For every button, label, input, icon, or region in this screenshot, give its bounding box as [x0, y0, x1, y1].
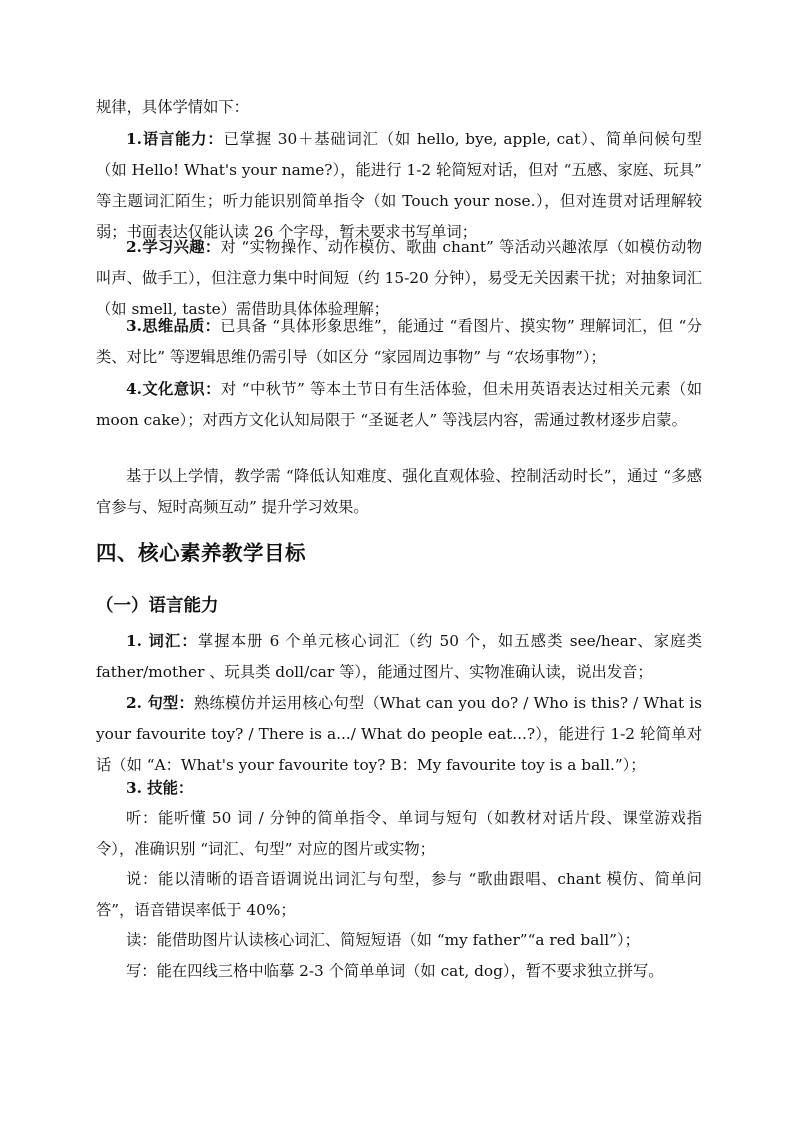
goal-label: 2. 句型： [126, 694, 194, 712]
skill-writing: 写：能在四线三格中临摹 2-3 个简单单词（如 cat, dog），暂不要求独立拼写。 [126, 962, 664, 980]
goal-label: 1. 词汇： [126, 632, 198, 650]
situation-language-ability: 1.语言能力：已掌握 30＋基础词汇（如 hello, bye, apple, cat）、简单问候句型（如 Hello! What's your name?），能进行 1-2 轮简短对话，但对 “五感、家庭、玩具” 等主题词汇陌生；听力能识别简单指令（如 Touch your nose.），但对连贯对话理解较弱；书面表达仅能认读 26 个字母，暂未要求书写单词； [96, 130, 702, 241]
goal-skills [96, 773, 702, 804]
situation-cultural-awareness: 4.文化意识：对 “中秋节” 等本土节日有生活体验，但未用英语表达过相关元素（如 moon cake）；对西方文化认知局限于 “圣诞老人” 等浅层内容，需通过教材逐步启蒙。 [96, 380, 702, 429]
skill-speaking: 说：能以清晰的语音语调说出词汇与句型，参与 “歌曲跟唱、chant 模仿、简单问答”，语音错误率低于 40%； [96, 870, 702, 919]
goal-sentence-patterns: 2. 句型：熟练模仿并运用核心句型（What can you do? / Who is this? / What is your favourite toy? / There is a.../ What do people eat...?），能进行 1-2 轮简单对话（如 “A：What's your favourite toy? B：My favourite toy is a ball.”）； [96, 694, 702, 774]
skill-label: 听： [126, 809, 159, 827]
skill-listening: 听：能听懂 50 词 / 分钟的简单指令、单词与短句（如教材对话片段、课堂游戏指令），准确识别 “词汇、句型” 对应的图片或实物； [96, 809, 702, 858]
goal-vocabulary: 1. 词汇：掌握本册 6 个单元核心词汇（约 50 个，如五感类 see/hear、家庭类 father/mother 、玩具类 doll/car 等），能通过图片、实物准确认读，说出发音； [96, 632, 702, 681]
skill-label: 说： [126, 870, 159, 888]
situation-label: 2.学习兴趣： [126, 238, 221, 256]
section-heading: 四、核心素养教学目标 [96, 541, 306, 565]
situation-learning-interest: 2.学习兴趣：对 “实物操作、动作模仿、歌曲 chant” 等活动兴趣浓厚（如模仿动物叫声、做手工），但注意力集中时间短（约 15-20 分钟），易受无关因素干扰；对抽象词汇（如 smell, taste）需借助具体体验理解； [96, 238, 702, 318]
situation-label: 3.思维品质： [126, 317, 221, 335]
situation-thinking-quality: 3.思维品质：已具备 “具体形象思维”，能通过 “看图片、摸实物” 理解词汇，但 “分类、对比” 等逻辑思维仍需引导（如区分 “家园周边事物” 与 “农场事物”）； [96, 317, 702, 366]
goal-label: 3. 技能： [126, 779, 194, 797]
summary-paragraph: 基于以上学情，教学需 “降低认知难度、强化直观体验、控制活动时长”，通过 “多感官参与、短时高频互动” 提升学习效果。 [96, 467, 702, 516]
situation-label: 4.文化意识： [126, 380, 221, 398]
skill-reading: 读：能借助图片认读核心词汇、简短短语（如 “my father”“a red ball”）； [126, 931, 640, 949]
subsection-heading: （一）语言能力 [96, 596, 219, 616]
skill-label: 读： [126, 931, 157, 949]
situation-label: 1.语言能力： [126, 130, 224, 148]
skill-label: 写： [126, 962, 157, 980]
intro-paragraph: 规律，具体学情如下： [96, 98, 249, 116]
